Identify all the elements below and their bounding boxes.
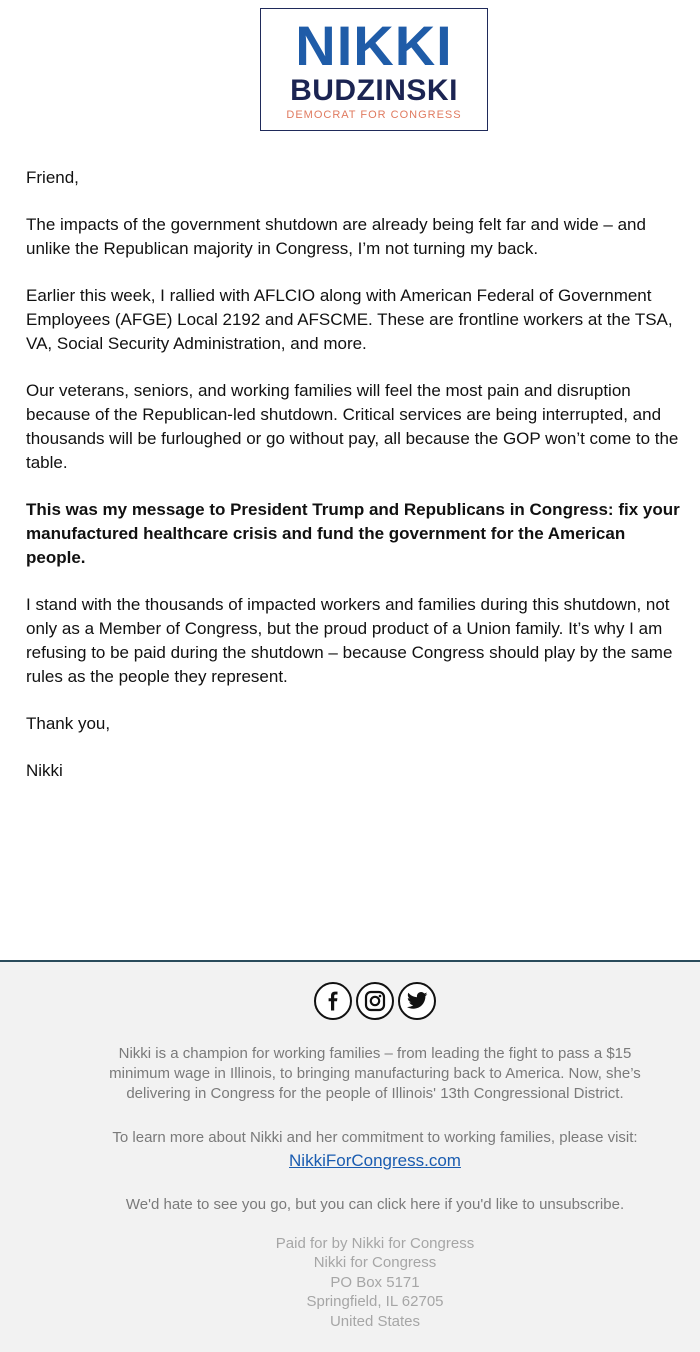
logo-first-name: NIKKI [295, 14, 453, 77]
campaign-logo [260, 8, 488, 131]
logo-last-name: BUDZINSKI [290, 74, 458, 107]
letter-paragraph [26, 379, 700, 475]
footer-about-line: minimum wage in Illinois, to bringing manufacturing back to America. Now, she’s [109, 1065, 641, 1082]
unsubscribe-link[interactable]: We'd hate to see you go, but you can click here if you'd like to unsubscribe. [125, 1196, 625, 1213]
letter-line: VA, Social Security Administration, and more. [26, 334, 367, 353]
letter-body [26, 166, 700, 806]
address-line: Nikki for Congress [313, 1254, 437, 1272]
footer-website [0, 1150, 700, 1172]
letter-line: people. [26, 548, 86, 567]
email-footer [0, 962, 700, 1352]
footer-learn-more: To learn more about Nikki and her commitment to working families, please visit: [112, 1129, 638, 1146]
letter-greeting: Friend, [26, 168, 79, 187]
address-line: Springfield, IL 62705 [306, 1293, 444, 1311]
letter-line: I stand with the thousands of impacted workers and families during this shutdown, not [26, 595, 670, 614]
website-link[interactable]: NikkiForCongress.com [289, 1151, 461, 1170]
footer-about-line: Nikki is a champion for working families – from leading the fight to pass a $15 [118, 1045, 632, 1062]
facebook-icon[interactable] [314, 982, 352, 1020]
letter-paragraph [26, 593, 700, 689]
address-line: Paid for by Nikki for Congress [275, 1235, 475, 1252]
footer-address [0, 1234, 700, 1331]
letter-paragraph [26, 284, 700, 356]
letter-signature: Nikki [26, 761, 63, 780]
letter-line: table. [26, 453, 68, 472]
letter-line: Earlier this week, I rallied with AFLCIO along with American Federal of Government [26, 286, 652, 305]
address-line: United States [329, 1312, 421, 1330]
instagram-icon[interactable] [356, 982, 394, 1020]
letter-line: refusing to be paid during the shutdown – because Congress should play by the same [26, 643, 673, 662]
logo-tagline: DEMOCRAT FOR CONGRESS [286, 109, 462, 121]
social-links [0, 982, 700, 1020]
letter-closing: Thank you, [26, 714, 111, 733]
letter-paragraph-emphasis [26, 498, 700, 570]
letter-line: Employees (AFGE) Local 2192 and AFSCME. These are frontline workers at the TSA, [26, 310, 673, 329]
letter-line: manufactured healthcare crisis and fund the government for the American [26, 524, 626, 543]
letter-line: The impacts of the government shutdown are already being felt far and wide – and [26, 215, 646, 234]
letter-line: because of the Republican-led shutdown. Critical services are being interrupted, and [26, 405, 662, 424]
letter-line: rules as the people they represent. [26, 667, 288, 686]
letter-paragraph [26, 213, 700, 261]
footer-about [0, 1044, 700, 1104]
address-line: PO Box 5171 [330, 1273, 420, 1291]
twitter-icon[interactable] [398, 982, 436, 1020]
footer-about-line: delivering in Congress for the people of Illinois' 13th Congressional District. [126, 1085, 624, 1102]
letter-line: thousands will be furloughed or go without pay, all because the GOP won’t come to the [26, 429, 679, 448]
letter-line: only as a Member of Congress, but the proud product of a Union family. It’s why I am [26, 619, 663, 638]
letter-line: This was my message to President Trump and Republicans in Congress: fix your [26, 500, 680, 519]
letter-line: unlike the Republican majority in Congress, I’m not turning my back. [26, 239, 539, 258]
letter-line: Our veterans, seniors, and working families will feel the most pain and disruption [26, 381, 631, 400]
